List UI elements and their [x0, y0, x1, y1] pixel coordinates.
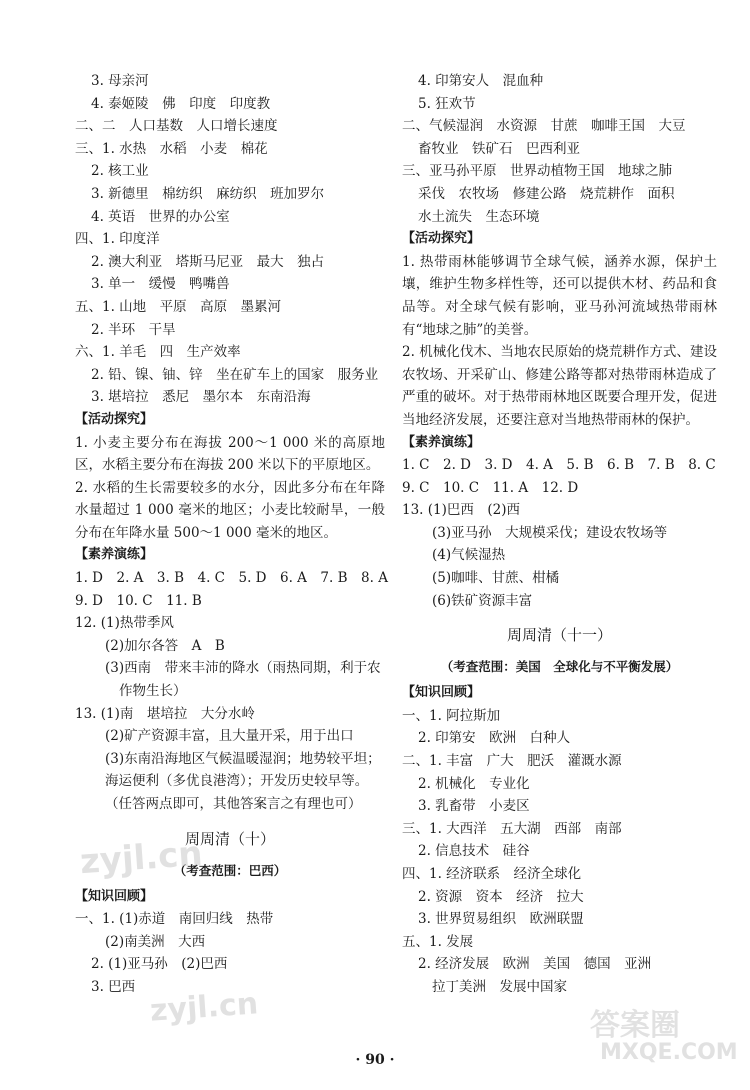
answer-line: 2. 核工业: [91, 163, 149, 180]
answer-line: 五、1. 山地 平原 高原 墨累河: [75, 298, 282, 315]
answer-line: （任答两点即可，其他答案言之有理也可）: [105, 796, 362, 812]
answer-line: 2. 水稻的生长需要较多的水分，因此多分布在年降水量超过 1 000 毫米的地区；小麦比较耐旱，一般分布在年降水量 500～1 000 毫米的地区。: [75, 479, 385, 541]
section-scope-10: （考查范围：巴西）: [173, 862, 287, 878]
answer-line: 3. 单一 缓慢 鸭嘴兽: [91, 276, 230, 293]
answer-line: 13. (1)南 堪培拉 大分水岭: [75, 705, 255, 722]
answer-line: 采伐 农牧场 修建公路 烧荒耕作 面积: [418, 185, 675, 202]
section-heading: 【知识回顾】: [402, 685, 481, 701]
section-scope-11: （考查范围：美国 全球化与不平衡发展）: [440, 659, 679, 675]
answer-line: 5. 狂欢节: [418, 95, 476, 112]
section-heading: 【活动探究】: [75, 411, 154, 427]
answer-line: 2. 印第安 欧洲 白种人: [418, 730, 571, 747]
answer-line: 2. 铅、镍、铀、锌 坐在矿车上的国家 服务业: [91, 366, 379, 383]
answer-line: (4)气候湿热: [432, 547, 506, 564]
answer-line: (3)亚马孙 大规模采伐；建设农牧场等: [432, 524, 668, 541]
answer-line: 4. 泰姬陵 佛 印度 印度教: [91, 95, 271, 112]
answer-line: 2. (1)亚马孙 (2)巴西: [91, 956, 228, 973]
answer-line: 3. 乳畜带 小麦区: [418, 798, 530, 815]
answer-line: 4. 印第安人 混血种: [418, 73, 544, 89]
answer-line: (3)西南 带来丰沛的降水（雨热同期，利于农: [105, 660, 381, 677]
answer-line: 水土流失 生态环境: [418, 208, 540, 225]
answer-line: 作物生长）: [119, 683, 187, 700]
watermark: 答案圈: [590, 1008, 680, 1043]
answer-line: 二、二 人口基数 人口增长速度: [75, 118, 278, 135]
answer-line: 1. 热带雨林能够调节全球气候，涵养水源，保护土壤，维护生物多样性等，还可以提供木材、药品和食品等。对全球气候有影响，亚马孙河流域热带雨林有“地球之肺”的美誉。: [402, 253, 717, 338]
section-heading: 【知识回顾】: [75, 888, 154, 904]
answer-line: 2. 澳大利亚 塔斯马尼亚 最大 独占: [91, 253, 325, 270]
answer-line: 2. 机械化伐木、当地农民原始的烧荒耕作方式、建设农牧场、开采矿山、修建公路等都对热带雨林造成了严重的破坏。对于热带雨林地区既要合理开发，促进当地经济发展，还要注意对当地热带雨林的保护。: [402, 344, 717, 428]
watermark: zyjl.cn: [78, 833, 204, 883]
section-heading: 【活动探究】: [402, 231, 481, 247]
answer-line: 1. D 2. A 3. B 4. C 5. D 6. A 7. B 8. A: [75, 570, 388, 587]
answer-line: 一、1. (1)赤道 南回归线 热带: [75, 911, 274, 928]
answer-line: 三、1. 水热 水稻 小麦 棉花: [75, 140, 268, 157]
answer-line: 2. 经济发展 欧洲 美国 德国 亚洲: [418, 956, 652, 973]
answer-line: 1. 小麦主要分布在海拔 200～1 000 米的高原地区，水稻主要分布在海拔 200 米以下的平原地区。: [75, 434, 385, 474]
answer-line: 9. D 10. C 11. B: [75, 592, 202, 609]
answer-line: 13. (1)巴西 (2)西: [402, 502, 521, 519]
answer-line: 12. (1)热带季风: [75, 615, 174, 632]
answer-line: 三、1. 大西洋 五大湖 西部 南部: [402, 820, 622, 837]
answer-line: 3. 母亲河: [91, 73, 149, 89]
right-answer-list-2: [402, 682, 717, 998]
answer-line: 海运便利（多优良港湾）；开发历史较早等。: [105, 773, 369, 790]
watermark: MXQE.COM: [600, 1040, 738, 1065]
page-number: · 90 ·: [355, 1052, 395, 1068]
answer-line: (5)咖啡、甘蔗、柑橘: [432, 570, 560, 587]
answer-line: 拉丁美洲 发展中国家: [432, 978, 567, 995]
answer-line: 2. 信息技术 硅谷: [418, 843, 530, 860]
answer-line: (6)铁矿资源丰富: [432, 592, 533, 609]
answer-line: 2. 半环 干旱: [91, 321, 176, 338]
answer-line: 一、1. 阿拉斯加: [402, 707, 501, 724]
section-title-11: 周周清（十一）: [506, 626, 612, 645]
answer-line: 2. 资源 资本 经济 拉大: [418, 888, 584, 905]
answer-line: 四、1. 印度洋: [75, 231, 160, 248]
answer-line: 3. 堪培拉 悉尼 墨尔本 东南沿海: [91, 389, 311, 406]
section-heading: 【素养演练】: [402, 434, 481, 450]
answer-line: (3)东南沿海地区气候温暖湿润；地势较平坦；: [105, 750, 381, 767]
right-column: [402, 70, 717, 999]
answer-line: 2. 机械化 专业化: [418, 775, 530, 792]
section-title-10: 周周清（十）: [184, 829, 275, 848]
answer-line: 二、1. 丰富 广大 肥沃 灌溉水源: [402, 753, 622, 770]
answer-line: (2)南美洲 大西: [105, 933, 206, 950]
answer-line: 1. C 2. D 3. D 4. A 5. B 6. B 7. B 8. C: [402, 457, 716, 474]
answer-line: 9. C 10. C 11. A 12. D: [402, 479, 579, 496]
left-answer-list: [75, 70, 388, 816]
answer-line: (2)矿产资源丰富，且大量开采，用于出口: [105, 728, 354, 745]
answer-line: 3. 巴西: [91, 978, 136, 995]
left-answer-list-2: [75, 886, 385, 999]
answer-line: 三、亚马孙平原 世界动植物王国 地球之肺: [402, 163, 672, 180]
answer-line: 3. 世界贸易组织 欧洲联盟: [418, 911, 584, 928]
answer-line: 二、气候湿润 水资源 甘蔗 咖啡王国 大豆: [402, 118, 686, 135]
answer-line: (2)加尔各答 A B: [105, 637, 225, 654]
answer-line: 4. 英语 世界的办公室: [91, 208, 230, 225]
right-answer-list: [402, 70, 717, 612]
answer-line: 畜牧业 铁矿石 巴西利亚: [418, 140, 580, 157]
answer-line: 五、1. 发展: [402, 933, 474, 950]
section-heading: 【素养演练】: [75, 547, 154, 563]
answer-line: 3. 新德里 棉纺织 麻纺织 班加罗尔: [91, 185, 325, 202]
watermark: zyjl.cn: [148, 986, 260, 1029]
answer-line: 四、1. 经济联系 经济全球化: [402, 866, 582, 882]
answer-line: 六、1. 羊毛 四 生产效率: [75, 344, 241, 361]
